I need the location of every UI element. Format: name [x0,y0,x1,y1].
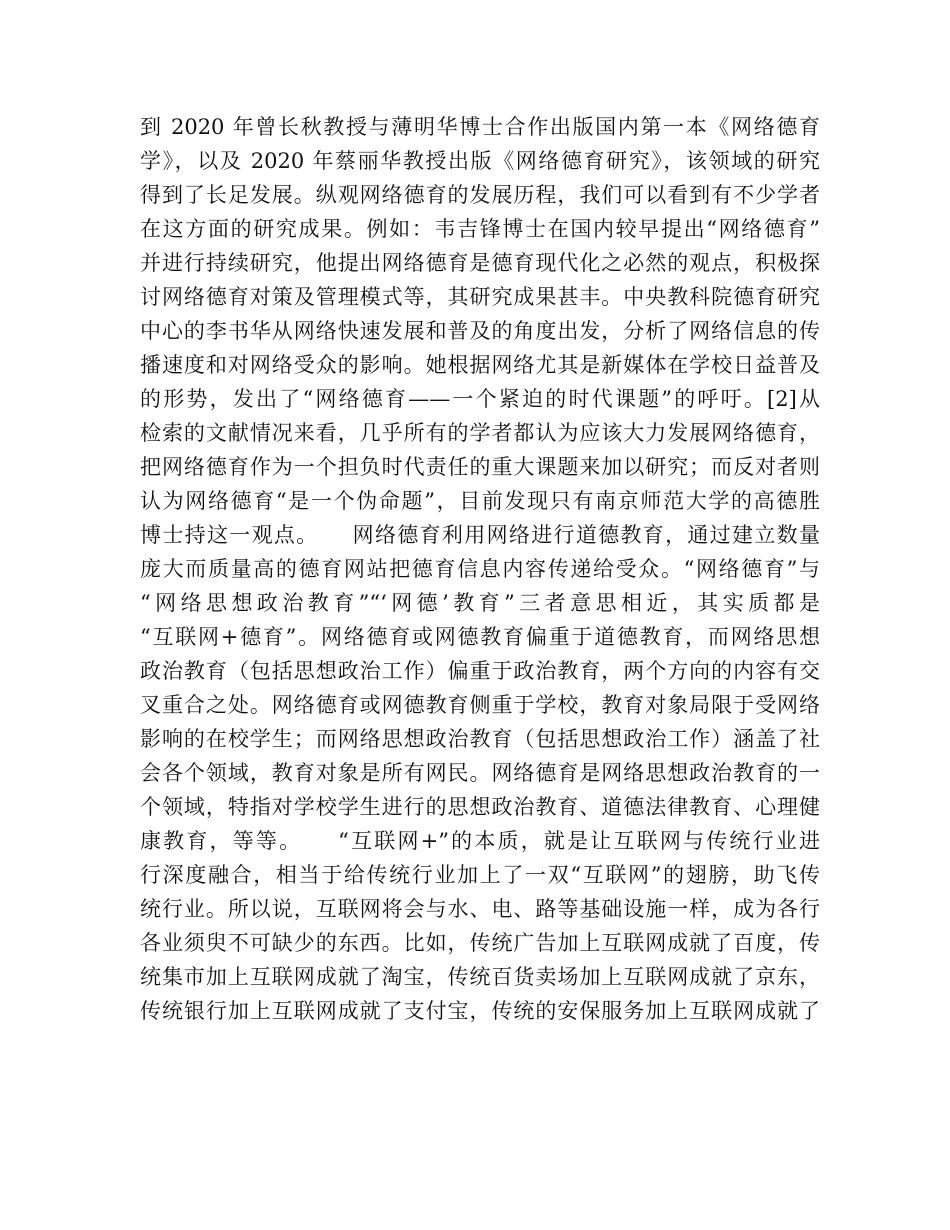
text-line-2: 学》，以及 2020 年蔡丽华教授出版《网络德育研究》，该领域的研究 [140,149,820,173]
text-line-25: 各业须臾不可缺少的东西。比如，传统广告加上互联网成就了百度，传 [140,931,820,955]
text-line-10: 检索的文献情况来看，几乎所有的学者都认为应该大力发展网络德育， [140,421,820,445]
text-line-24: 统行业。所以说，互联网将会与水、电、路等基础设施一样，成为各行 [140,897,820,921]
text-line-16: “互联网+德育”。网络德育或网德教育偏重于道德教育，而网络思想 [140,625,820,649]
text-line-17: 政治教育（包括思想政治工作）偏重于政治教育，两个方向的内容有交 [140,659,820,683]
text-line-26: 统集市加上互联网成就了淘宝，传统百货卖场加上互联网成就了京东， [140,965,820,989]
text-line-23: 行深度融合，相当于给传统行业加上了一双“互联网”的翅膀，助飞传 [140,863,820,887]
text-line-11: 把网络德育作为一个担负时代责任的重大课题来加以研究；而反对者则 [140,455,820,479]
text-line-22: 康教育，等等。 “互联网+”的本质，就是让互联网与传统行业进 [140,829,820,853]
text-line-20: 会各个领域，教育对象是所有网民。网络德育是网络思想政治教育的一 [140,761,820,785]
text-line-18: 叉重合之处。网络德育或网德教育侧重于学校，教育对象局限于受网络 [140,693,820,717]
text-line-13: 博士持这一观点。 网络德育利用网络进行道德教育，通过建立数量 [140,523,820,547]
text-line-15: “网络思想政治教育”“‘网德’教育”三者意思相近，其实质都是 [140,591,820,615]
text-line-14: 庞大而质量高的德育网站把德育信息内容传递给受众。“网络德育”与 [140,557,820,581]
text-line-3: 得到了长足发展。纵观网络德育的发展历程，我们可以看到有不少学者 [140,183,820,207]
text-line-27: 传统银行加上互联网成就了支付宝，传统的安保服务加上互联网成就了 [140,999,820,1023]
body-text [140,110,820,1028]
text-line-1: 到 2020 年曾长秋教授与薄明华博士合作出版国内第一本《网络德育 [140,115,820,139]
text-line-21: 个领域，特指对学校学生进行的思想政治教育、道德法律教育、心理健 [140,795,820,819]
text-line-7: 中心的李书华从网络快速发展和普及的角度出发，分析了网络信息的传 [140,319,820,343]
text-line-6: 讨网络德育对策及管理模式等，其研究成果甚丰。中央教科院德育研究 [140,285,820,309]
text-line-5: 并进行持续研究，他提出网络德育是德育现代化之必然的观点，积极探 [140,251,820,275]
text-line-19: 影响的在校学生；而网络思想政治教育（包括思想政治工作）涵盖了社 [140,727,820,751]
text-line-12: 认为网络德育“是一个伪命题”，目前发现只有南京师范大学的高德胜 [140,489,820,513]
text-line-8: 播速度和对网络受众的影响。她根据网络尤其是新媒体在学校日益普及 [140,353,820,377]
text-line-4: 在这方面的研究成果。例如：韦吉锋博士在国内较早提出“网络德育” [140,217,820,241]
text-line-9: 的形势，发出了“网络德育——一个紧迫的时代课题”的呼吁。[2]从 [140,387,820,411]
